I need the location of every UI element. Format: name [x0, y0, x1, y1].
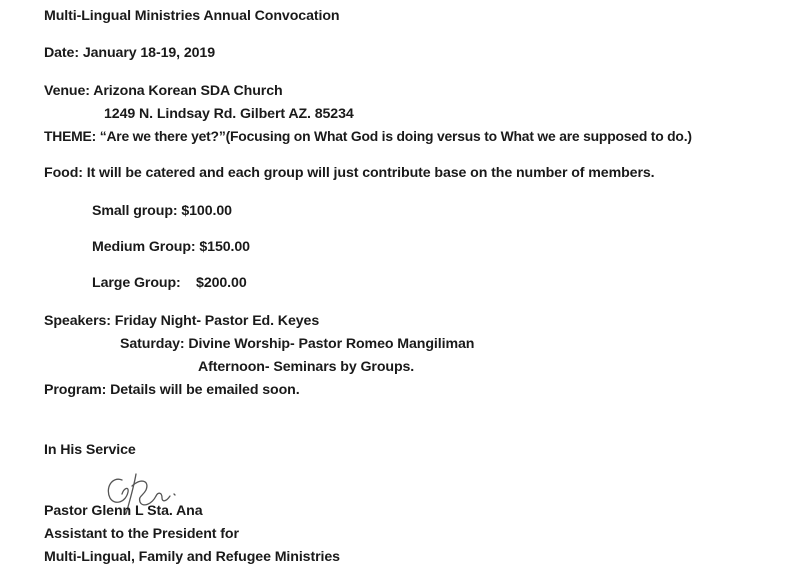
speakers-friday: Speakers: Friday Night- Pastor Ed. Keyes	[44, 313, 320, 329]
speakers-saturday: Saturday: Divine Worship- Pastor Romeo Mangiliman	[120, 336, 475, 352]
price-medium-group: Medium Group: $150.00	[92, 239, 250, 255]
document-title: Multi-Lingual Ministries Annual Convocation	[44, 8, 340, 24]
program-info: Program: Details will be emailed soon.	[44, 382, 300, 398]
signatory-name: Pastor Glenn L Sta. Ana	[44, 503, 203, 519]
event-date: Date: January 18-19, 2019	[44, 45, 216, 61]
speakers-afternoon: Afternoon- Seminars by Groups.	[198, 359, 415, 375]
signatory-title-line1: Assistant to the President for	[44, 526, 239, 542]
venue-name: Venue: Arizona Korean SDA Church	[44, 83, 283, 99]
event-theme: THEME: “Are we there yet?”(Focusing on What God is doing versus to What we are supposed to do.)	[44, 128, 692, 144]
signatory-title-line2: Multi-Lingual, Family and Refugee Ministries	[44, 549, 340, 565]
food-info: Food: It will be catered and each group will just contribute base on the number of members.	[44, 165, 655, 181]
venue-address: 1249 N. Lindsay Rd. Gilbert AZ. 85234	[104, 106, 354, 122]
closing-salutation: In His Service	[44, 442, 136, 458]
price-small-group: Small group: $100.00	[92, 203, 232, 219]
price-large-group: Large Group: $200.00	[92, 275, 247, 291]
